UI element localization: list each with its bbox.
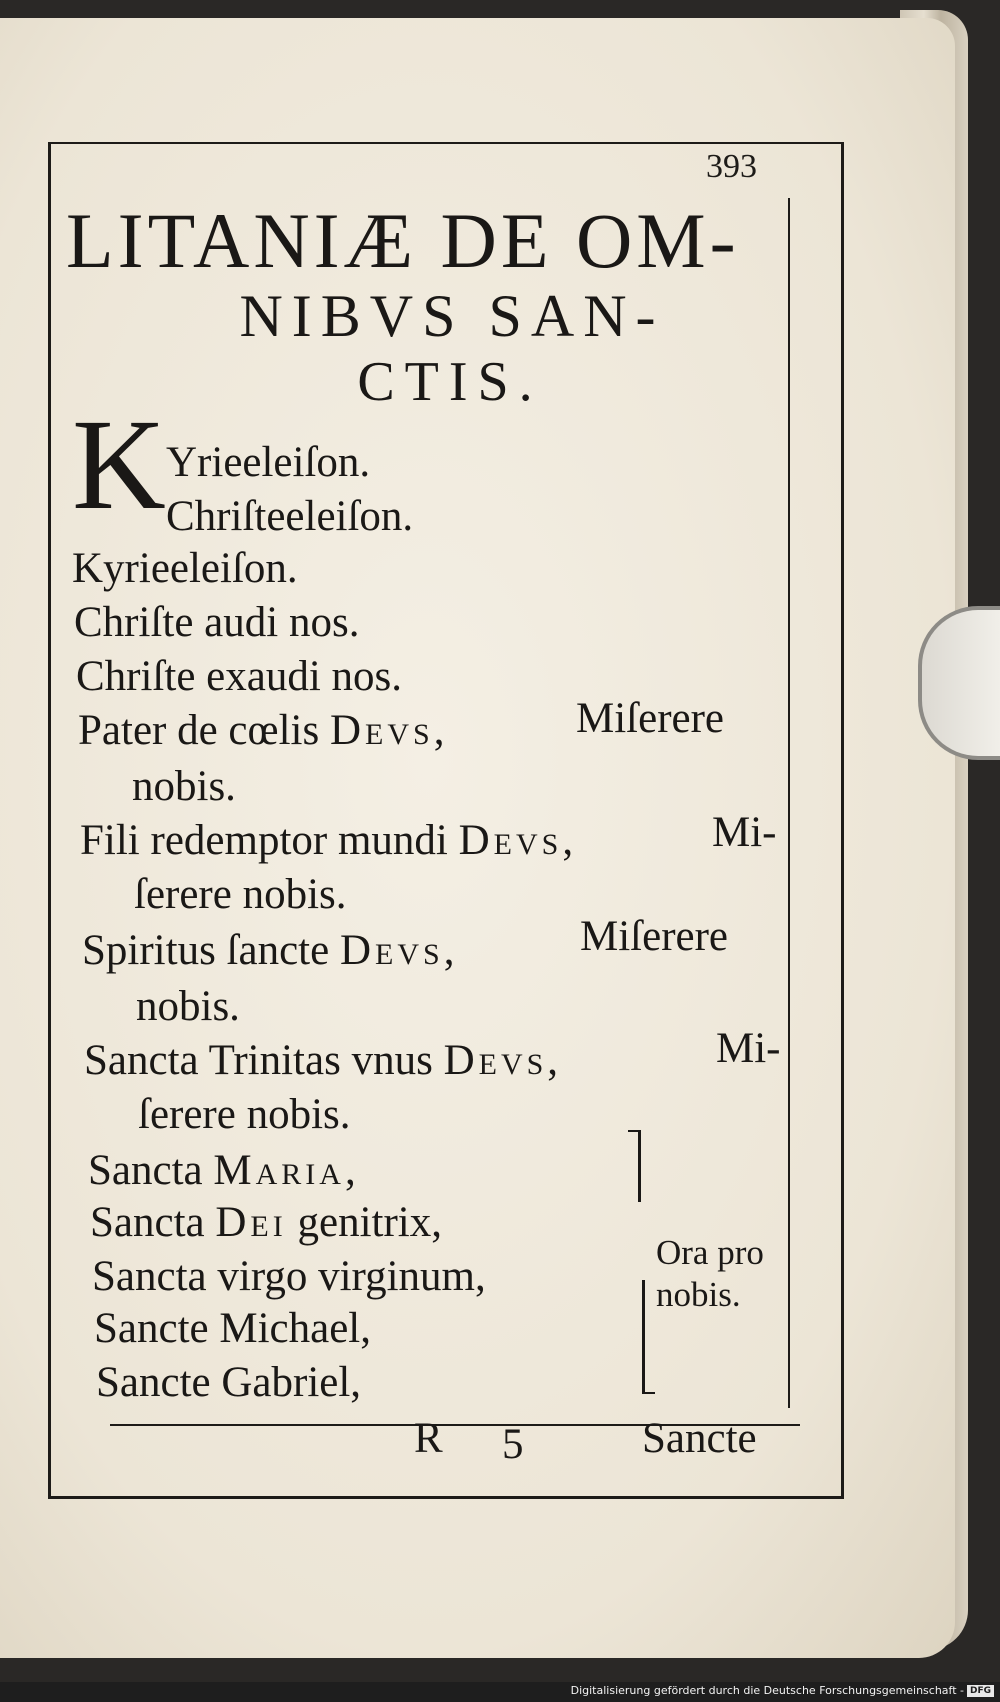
- comma: ,: [344, 1147, 356, 1194]
- dei-small-caps: Dei: [215, 1199, 287, 1246]
- litany-line: Chriſte exaudi nos.: [76, 653, 403, 700]
- litany-line: [90, 1198, 442, 1247]
- litany-line: Sancte Michael,: [94, 1305, 372, 1352]
- line-text: Spiritus ſancte: [82, 927, 340, 974]
- litany-line: [78, 706, 444, 755]
- litany-line: Sancta virgo virginum,: [92, 1253, 486, 1300]
- catchword: Sancte: [642, 1415, 757, 1462]
- comma: ,: [433, 707, 445, 754]
- response-miserere: Miſerere: [576, 695, 725, 742]
- maria-small-caps: Maria: [213, 1147, 345, 1194]
- line-text: Sancta: [90, 1199, 216, 1246]
- response-line: nobis.: [656, 1275, 741, 1314]
- response-miserere: Miſerere: [580, 913, 729, 960]
- brace-bottom: [642, 1280, 655, 1394]
- title-line-1: LITANIÆ DE OM-: [66, 197, 740, 284]
- response-ora-pro-nobis: [656, 1232, 764, 1316]
- deus-small-caps: Devs: [443, 1037, 548, 1084]
- litany-line: [82, 926, 454, 975]
- line-text: genitrix,: [286, 1199, 442, 1246]
- drop-capital: K: [72, 393, 166, 537]
- title-line-2: NIBVS SAN-: [239, 283, 665, 349]
- funding-note: Digitalisierung gefördert durch die Deutsche Forschungsgemeinschaft -: [570, 1684, 964, 1697]
- line-text: Pater de cœlis: [78, 707, 330, 754]
- deus-small-caps: Devs: [458, 817, 563, 864]
- litany-line: [80, 816, 573, 865]
- litany-line: Chriſte audi nos.: [74, 599, 360, 646]
- signature-number: 5: [502, 1421, 524, 1468]
- response-mi: Mi-: [716, 1025, 781, 1072]
- line-text: Sancta Trinitas vnus: [84, 1037, 444, 1084]
- book-clasp: [918, 606, 1000, 760]
- page-number: 393: [706, 148, 757, 185]
- litany-line: ſerere nobis.: [134, 871, 347, 918]
- litany-line: nobis.: [132, 763, 236, 810]
- litany-line: Chriſteeleiſon.: [166, 493, 414, 540]
- litany-line: Sancte Gabriel,: [96, 1359, 362, 1406]
- litany-line: Yrieeleiſon.: [166, 439, 371, 486]
- line-text: Sancta: [88, 1147, 214, 1194]
- response-line: Ora pro: [656, 1233, 764, 1272]
- comma: ,: [443, 927, 455, 974]
- signature-mark: R: [414, 1415, 443, 1462]
- comma: ,: [547, 1037, 559, 1084]
- dfg-logo: DFG: [967, 1685, 994, 1697]
- litany-line: [84, 1036, 558, 1085]
- litany-line: [88, 1146, 356, 1195]
- response-mi: Mi-: [712, 809, 777, 856]
- deus-small-caps: Devs: [339, 927, 444, 974]
- litany-line: Kyrieeleiſon.: [72, 545, 298, 592]
- brace-top: [628, 1130, 641, 1202]
- line-text: Fili redemptor mundi: [80, 817, 459, 864]
- litany-line: nobis.: [136, 983, 240, 1030]
- title-line-3: CTIS.: [357, 351, 543, 413]
- deus-small-caps: Devs: [329, 707, 434, 754]
- comma: ,: [562, 817, 574, 864]
- litany-line: ſerere nobis.: [138, 1091, 351, 1138]
